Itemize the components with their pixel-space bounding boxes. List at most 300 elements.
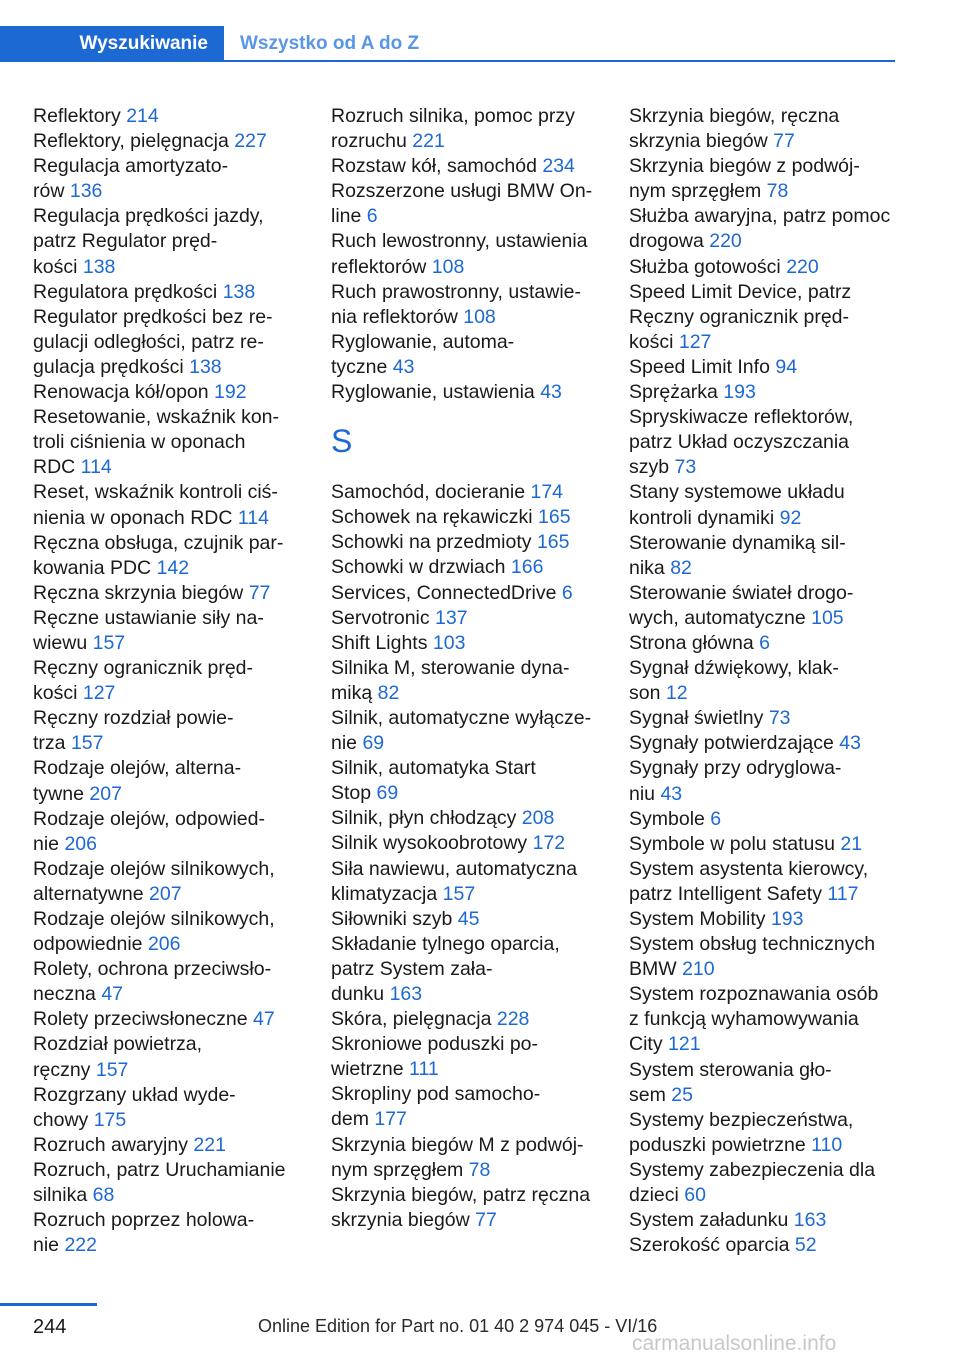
index-entry-text: BMW xyxy=(629,958,677,981)
index-entry xyxy=(331,857,603,907)
tab-a-to-z[interactable]: Wszystko od A do Z xyxy=(240,33,420,54)
footer-rule xyxy=(0,1303,97,1306)
page-link[interactable]: 165 xyxy=(538,506,571,529)
page-link[interactable]: 221 xyxy=(412,130,445,153)
index-entry-line xyxy=(331,280,603,305)
page-link[interactable]: 25 xyxy=(671,1083,693,1106)
page-link[interactable]: 172 xyxy=(532,832,566,855)
index-entry-line xyxy=(331,179,603,204)
page-link[interactable]: 47 xyxy=(101,983,124,1006)
index-entry-line xyxy=(629,1083,899,1108)
index-entry-line xyxy=(629,255,899,280)
index-entry-line xyxy=(33,154,303,179)
page-link[interactable]: 6 xyxy=(759,631,770,654)
index-entry-line xyxy=(629,280,899,305)
page-link[interactable]: 220 xyxy=(786,255,819,278)
index-entry xyxy=(33,857,303,907)
page-link[interactable]: 177 xyxy=(374,1108,407,1131)
index-entry-line xyxy=(33,1007,303,1032)
page-link[interactable]: 45 xyxy=(457,907,480,930)
index-entry-line xyxy=(331,255,603,280)
index-entry-line xyxy=(331,932,603,957)
page-link[interactable]: 227 xyxy=(234,130,267,153)
page-link[interactable]: 210 xyxy=(682,958,715,981)
edition-note: Online Edition for Part no. 01 40 2 974 045 - VI/16 xyxy=(258,1316,658,1336)
page-link[interactable]: 111 xyxy=(409,1058,439,1081)
page-link[interactable]: 78 xyxy=(468,1158,491,1181)
index-entry-line xyxy=(331,982,603,1007)
index-entry-text: Speed Limit Device, patrz xyxy=(629,280,852,303)
index-entry-text: Rozstaw kół, samochód xyxy=(331,155,537,178)
index-entry-line xyxy=(629,1183,899,1208)
page-link[interactable]: 108 xyxy=(463,305,496,328)
index-entry-text: Rodzaje olejów, odpowied- xyxy=(33,807,265,830)
index-entry-text: Servotronic xyxy=(331,606,430,629)
index-entry-line xyxy=(331,555,603,580)
index-entry xyxy=(33,1083,303,1133)
page-link[interactable]: 220 xyxy=(709,230,742,253)
index-entry-line xyxy=(629,129,899,154)
page-link[interactable]: 138 xyxy=(189,355,222,378)
index-entry xyxy=(629,907,899,932)
index-entry-text: alternatywne xyxy=(33,882,144,905)
index-entry-line xyxy=(33,1233,303,1258)
index-entry-line xyxy=(33,430,303,455)
index-entry xyxy=(33,756,303,806)
index-entry-line xyxy=(33,1032,303,1057)
index-entry xyxy=(629,706,899,731)
page-link[interactable]: 138 xyxy=(222,280,256,303)
index-entry-line xyxy=(33,581,303,606)
index-entry-line xyxy=(33,656,303,681)
index-entry-line xyxy=(629,556,899,581)
index-entry-text: Systemy bezpieczeństwa, xyxy=(629,1108,854,1131)
page-link[interactable]: 94 xyxy=(775,355,798,378)
index-entry xyxy=(33,204,303,279)
page-link[interactable]: 192 xyxy=(214,381,247,404)
index-entry-text: Silnik, płyn chłodzący xyxy=(331,807,517,830)
page-link[interactable]: 221 xyxy=(193,1133,226,1156)
index-entry xyxy=(33,957,303,1007)
index-entry-line xyxy=(33,455,303,480)
index-entry-text: Reflektory, pielęgnacja xyxy=(33,130,229,153)
index-entry-line xyxy=(33,129,303,154)
index-entry xyxy=(629,1208,899,1233)
index-entry-line xyxy=(331,581,603,606)
page-link[interactable]: 222 xyxy=(64,1234,97,1257)
index-entry xyxy=(629,756,899,806)
page-link[interactable]: 166 xyxy=(510,556,544,579)
index-entry-line xyxy=(629,807,899,832)
page-link[interactable]: 207 xyxy=(89,782,122,805)
index-entry-text: son xyxy=(629,682,661,705)
page-link[interactable]: 105 xyxy=(811,606,844,629)
index-entry-text: RDC xyxy=(33,456,76,479)
index-entry-text: Skrzynia biegów M z podwój- xyxy=(331,1133,584,1156)
index-entry xyxy=(629,1233,899,1258)
index-entry-text: Symbole w polu statusu xyxy=(629,832,835,855)
index-entry-line xyxy=(331,380,603,405)
index-entry xyxy=(33,531,303,581)
page-link[interactable]: 114 xyxy=(80,456,112,479)
page-link[interactable]: 92 xyxy=(779,506,802,529)
index-entry-text: Regulacja prędkości jazdy, xyxy=(33,205,264,228)
index-entry-line xyxy=(331,229,603,254)
index-entry-line xyxy=(331,129,603,154)
index-entry-text: Rozruch silnika, pomoc przy xyxy=(331,105,575,127)
index-entry-text: Składanie tylnego oparcia, xyxy=(331,932,560,955)
index-entry-text: Ryglowanie, automa- xyxy=(331,330,515,353)
index-entry-text: patrz Regulator pręd- xyxy=(33,230,218,253)
index-entry-line xyxy=(33,756,303,781)
index-entry-line xyxy=(331,1133,603,1158)
index-entry-text: Renowacja kół/opon xyxy=(33,381,209,404)
page-link[interactable]: 127 xyxy=(678,330,712,353)
index-entry-text: Ruch prawostronny, ustawie- xyxy=(331,280,581,303)
index-entry xyxy=(331,907,603,932)
index-entry-line xyxy=(629,506,899,531)
index-entry xyxy=(33,280,303,305)
index-entry-line xyxy=(629,104,899,129)
index-entry-line xyxy=(331,706,603,731)
watermark: carmanualsonline.info xyxy=(632,1332,837,1355)
index-entry-text: Strona główna xyxy=(629,631,754,654)
index-entry-line xyxy=(629,154,899,179)
index-entry-text: reflektorów xyxy=(331,255,427,278)
index-entry xyxy=(331,806,603,831)
page-link[interactable]: 12 xyxy=(665,682,688,705)
page-link[interactable]: 110 xyxy=(811,1133,843,1156)
index-entry xyxy=(629,1158,899,1208)
page-link[interactable]: 77 xyxy=(773,130,795,153)
index-entry xyxy=(331,706,603,756)
page-link[interactable]: 121 xyxy=(668,1033,701,1056)
index-entry-text: klimatyzacja xyxy=(331,882,438,905)
page-link[interactable]: 208 xyxy=(521,807,555,830)
index-entry-line xyxy=(33,556,303,581)
index-entry-line xyxy=(629,832,899,857)
index-entry-line xyxy=(629,957,899,982)
index-entry-text: dem xyxy=(331,1108,369,1131)
index-column-3 xyxy=(629,104,899,1258)
page-link[interactable]: 108 xyxy=(431,255,465,278)
index-entry xyxy=(629,480,899,530)
index-entry-line xyxy=(33,857,303,882)
page-link[interactable]: 157 xyxy=(70,732,104,755)
index-entry xyxy=(331,380,603,405)
index-entry-line xyxy=(33,380,303,405)
index-entry-text: Ruch lewostronny, ustawienia xyxy=(331,230,588,253)
index-entry-text: Shift Lights xyxy=(331,631,428,654)
index-entry-text: Siła nawiewu, automatyczna xyxy=(331,857,578,880)
index-entry-line xyxy=(629,706,899,731)
index-entry-text: chowy xyxy=(33,1108,89,1131)
index-entry-line xyxy=(331,204,603,229)
index-entry xyxy=(629,932,899,982)
index-entry xyxy=(33,380,303,405)
index-entry-text: Rolety, ochrona przeciwsło- xyxy=(33,958,272,981)
index-entry xyxy=(33,581,303,606)
index-entry xyxy=(33,1133,303,1158)
index-entry-line xyxy=(33,1158,303,1183)
page-link[interactable]: 174 xyxy=(530,481,564,504)
page-link[interactable]: 43 xyxy=(839,732,861,755)
index-entry-text: wych, automatyczne xyxy=(629,606,806,629)
index-entry-text: Rozdział powietrza, xyxy=(33,1033,203,1056)
page-link[interactable]: 43 xyxy=(660,782,683,805)
index-entry-line xyxy=(33,305,303,330)
index-entry-line xyxy=(33,531,303,556)
index-entry-line xyxy=(629,1007,899,1032)
index-entry-text: Rozruch, patrz Uruchamianie xyxy=(33,1158,286,1181)
index-entry-text: Reset, wskaźnik kontroli ciś- xyxy=(33,481,278,504)
page-link[interactable]: 157 xyxy=(442,882,476,905)
index-entry xyxy=(331,756,603,806)
index-entry xyxy=(33,129,303,154)
index-entry-line xyxy=(331,756,603,781)
page-link[interactable]: 207 xyxy=(149,882,182,905)
header-rule xyxy=(0,60,895,62)
page-link[interactable]: 82 xyxy=(377,681,400,704)
index-entry xyxy=(33,907,303,957)
index-entry-text: silnika xyxy=(33,1184,88,1207)
index-entry-line xyxy=(33,104,303,129)
index-entry-line xyxy=(33,1108,303,1133)
page-link[interactable]: 47 xyxy=(253,1008,275,1031)
index-entry-text: Siłowniki szyb xyxy=(331,907,453,930)
page-link[interactable]: 228 xyxy=(496,1008,530,1031)
index-entry-text: Systemy zabezpieczenia dla xyxy=(629,1158,876,1181)
index-entry-text: neczna xyxy=(33,983,96,1006)
index-entry-text: kontroli dynamiki xyxy=(629,506,775,529)
index-entry xyxy=(629,280,899,355)
index-entry-line xyxy=(331,731,603,756)
index-entry-line xyxy=(629,1032,899,1057)
index-entry-text: Sterowanie świateł drogo- xyxy=(629,581,854,604)
page-link[interactable]: 234 xyxy=(542,155,575,178)
index-entry-line xyxy=(33,330,303,355)
page-link[interactable]: 82 xyxy=(670,556,692,579)
index-entry-text: kowania PDC xyxy=(33,556,152,579)
index-entry-line xyxy=(331,831,603,856)
index-entry-text: niu xyxy=(629,782,656,805)
page-link[interactable]: 165 xyxy=(536,531,570,554)
page-link[interactable]: 6 xyxy=(366,205,378,228)
index-entry-text: Ręczny ogranicznik pręd- xyxy=(33,657,254,680)
index-entry xyxy=(629,380,899,405)
page-link[interactable]: 43 xyxy=(540,381,562,404)
index-entry-text: nym sprzęgłem xyxy=(331,1158,464,1181)
index-entry-text: kości xyxy=(629,330,674,353)
index-entry-text: Schowki w drzwiach xyxy=(331,556,506,579)
index-entry-line xyxy=(331,1208,603,1233)
page-link[interactable]: 163 xyxy=(389,983,423,1005)
page-link[interactable]: 175 xyxy=(93,1108,127,1131)
page-link[interactable]: 69 xyxy=(376,782,399,805)
index-entry xyxy=(33,1158,303,1208)
index-entry xyxy=(331,1007,603,1032)
page-link[interactable]: 43 xyxy=(392,355,415,378)
index-entry xyxy=(629,832,899,857)
index-entry-text: nika xyxy=(629,556,665,579)
index-entry-text: kości xyxy=(33,255,78,278)
index-entry-line xyxy=(331,656,603,681)
index-entry-line xyxy=(33,280,303,305)
page-link[interactable]: 127 xyxy=(82,682,116,705)
index-entry xyxy=(331,330,603,380)
page-link[interactable]: 157 xyxy=(95,1058,129,1081)
page-link[interactable]: 6 xyxy=(561,581,573,604)
page-link[interactable]: 114 xyxy=(237,506,269,529)
index-entry-line xyxy=(331,1183,603,1208)
index-entry-line xyxy=(33,982,303,1007)
index-entry-line xyxy=(33,1133,303,1158)
index-entry-text: Rozruch poprzez holowa- xyxy=(33,1209,255,1232)
index-entry-line xyxy=(629,907,899,932)
page-link[interactable]: 206 xyxy=(64,832,97,855)
index-entry-line xyxy=(33,255,303,280)
index-entry xyxy=(33,480,303,530)
index-entry-line xyxy=(629,1233,899,1258)
index-entry-text: Rodzaje olejów silnikowych, xyxy=(33,857,275,880)
index-entry-line xyxy=(331,505,603,530)
index-entry-line xyxy=(331,806,603,831)
index-entry xyxy=(33,706,303,756)
page-link[interactable]: 69 xyxy=(362,732,385,755)
index-entry-line xyxy=(629,756,899,781)
index-entry-line xyxy=(629,1208,899,1233)
index-entry-text: Szerokość oparcia xyxy=(629,1234,790,1257)
index-entry xyxy=(629,857,899,907)
page-link[interactable]: 206 xyxy=(147,933,181,956)
page-link[interactable]: 6 xyxy=(710,807,722,830)
index-entry-text: Ręczny ogranicznik pręd- xyxy=(629,305,850,328)
page-link[interactable]: 136 xyxy=(69,180,103,203)
index-entry-line xyxy=(331,1107,603,1132)
page-link[interactable]: 60 xyxy=(684,1184,706,1207)
index-entry xyxy=(331,104,603,154)
index-entry-text: szyb xyxy=(629,456,670,479)
index-entry xyxy=(33,606,303,656)
page-link[interactable]: 163 xyxy=(793,1209,827,1232)
index-entry-text: Skropliny pod samocho- xyxy=(331,1083,541,1106)
index-entry-text: z funkcją wyhamowywania xyxy=(629,1008,859,1031)
index-entry-line xyxy=(629,455,899,480)
index-entry-text: line xyxy=(331,205,362,228)
page-link[interactable]: 138 xyxy=(82,255,116,278)
index-entry xyxy=(629,656,899,706)
page-link[interactable]: 77 xyxy=(248,581,271,604)
page-link[interactable]: 77 xyxy=(475,1208,497,1231)
page-link[interactable]: 103 xyxy=(432,631,466,654)
index-entry-text: Służba awaryjna, patrz pomoc xyxy=(629,205,891,228)
index-entry-line xyxy=(629,405,899,430)
index-entry-text: Służba gotowości xyxy=(629,255,781,278)
index-entry-text: nie xyxy=(331,732,358,755)
index-entry-line xyxy=(33,706,303,731)
index-entry-text: Regulatora prędkości xyxy=(33,280,218,303)
index-entry-line xyxy=(33,355,303,380)
index-entry-text: Schowki na przedmioty xyxy=(331,531,532,554)
index-entry xyxy=(33,405,303,480)
index-entry-text: drogowa xyxy=(629,230,704,253)
page-link[interactable]: 142 xyxy=(156,556,190,579)
index-entry-text: dzieci xyxy=(629,1184,679,1207)
page-link[interactable]: 68 xyxy=(92,1184,115,1207)
index-entry-line xyxy=(629,229,899,254)
index-entry-text: System Mobility xyxy=(629,908,766,930)
index-entry-text: System rozpoznawania osób xyxy=(629,983,879,1006)
page-link[interactable]: 137 xyxy=(435,606,468,629)
page-link[interactable]: 193 xyxy=(770,908,804,930)
index-entry-line xyxy=(331,907,603,932)
index-entry-text: Samochód, docieranie xyxy=(331,481,526,504)
index-entry xyxy=(33,656,303,706)
tab-search[interactable]: Wyszukiwanie xyxy=(0,26,224,62)
index-entry-text: nienia w oponach RDC xyxy=(33,506,233,529)
index-entry xyxy=(331,656,603,706)
index-entry-line xyxy=(629,656,899,681)
index-entry xyxy=(331,480,603,505)
index-entry-line xyxy=(629,882,899,907)
index-entry-text: odpowiednie xyxy=(33,933,143,956)
page-link[interactable]: 73 xyxy=(768,707,791,730)
page-link[interactable]: 193 xyxy=(723,381,756,404)
index-entry-text: Sterowanie dynamiką sil- xyxy=(629,531,846,554)
index-entry-text: wiewu xyxy=(33,631,88,654)
index-entry-line xyxy=(331,857,603,882)
index-entry-line xyxy=(331,1057,603,1082)
index-entry-text: nia reflektorów xyxy=(331,305,458,328)
index-entry-line xyxy=(629,606,899,631)
index-entry-text: tyczne xyxy=(331,355,388,378)
index-entry-line xyxy=(33,907,303,932)
index-entry xyxy=(331,505,603,530)
index-entry-line xyxy=(331,606,603,631)
index-entry-line xyxy=(629,782,899,807)
page-link[interactable]: 214 xyxy=(126,105,159,127)
page-link[interactable]: 157 xyxy=(92,631,126,654)
index-entry-line xyxy=(33,179,303,204)
index-entry-text: Symbole xyxy=(629,807,705,830)
index-entry xyxy=(331,1082,603,1132)
page-link[interactable]: 52 xyxy=(794,1234,817,1257)
index-entry-text: patrz Intelligent Safety xyxy=(629,882,822,905)
index-entry-text: tywne xyxy=(33,782,84,805)
index-entry xyxy=(629,355,899,380)
index-entry-text: skrzynia biegów xyxy=(331,1208,470,1231)
index-entry-line xyxy=(629,1133,899,1158)
index-entry-line xyxy=(331,355,603,380)
index-entry xyxy=(331,606,603,631)
index-entry xyxy=(33,154,303,204)
index-entry-text: Ręczny rozdział powie- xyxy=(33,707,234,730)
index-entry-line xyxy=(331,681,603,706)
page-link[interactable]: 21 xyxy=(840,832,863,855)
section-letter: S xyxy=(331,423,353,460)
index-entry-line xyxy=(331,305,603,330)
page-link[interactable]: 78 xyxy=(766,180,789,203)
index-entry-text: Reflektory xyxy=(33,105,121,127)
index-entry xyxy=(629,255,899,280)
index-entry-text: ręczny xyxy=(33,1058,91,1081)
index-entry xyxy=(629,405,899,480)
page-link[interactable]: 117 xyxy=(827,882,859,905)
index-entry xyxy=(33,1208,303,1258)
index-entry-line xyxy=(629,355,899,380)
page-link[interactable]: 73 xyxy=(674,456,697,479)
header-bar xyxy=(0,26,895,62)
